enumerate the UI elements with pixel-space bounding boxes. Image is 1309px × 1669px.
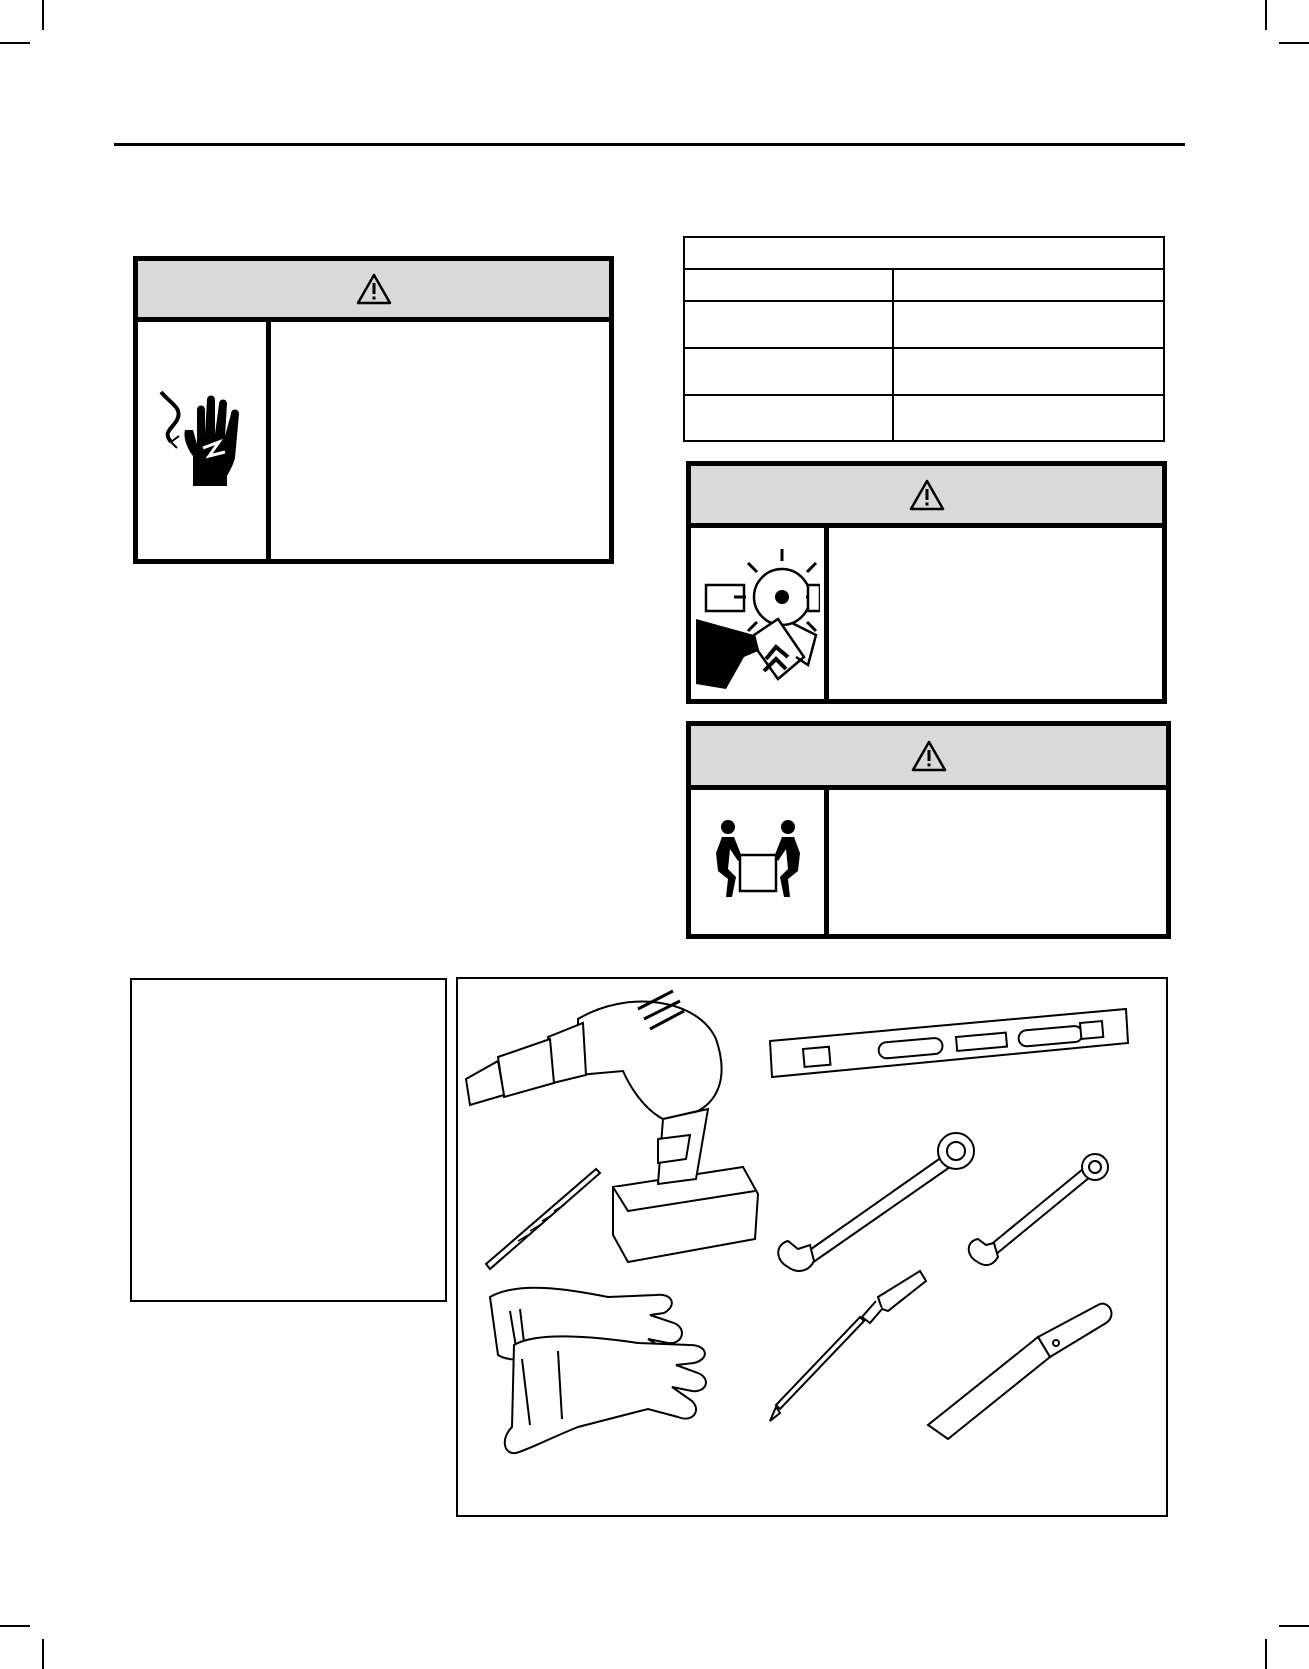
drill-bit-icon <box>486 1169 600 1269</box>
warning-header <box>138 261 609 322</box>
spec-table <box>683 236 1165 442</box>
crop-mark <box>42 1639 44 1669</box>
crop-mark <box>0 42 30 44</box>
crop-mark <box>1265 1639 1267 1669</box>
crop-mark <box>42 0 44 30</box>
two-person-lift-icon <box>708 817 808 907</box>
notes-box <box>130 978 447 1302</box>
warning-icon-cell <box>691 528 829 699</box>
warning-box-heavy-lift <box>686 721 1171 939</box>
spirit-level-icon <box>770 1009 1128 1077</box>
work-gloves-icon <box>490 1288 706 1453</box>
notes-text <box>132 980 445 1004</box>
warning-header <box>691 466 1162 528</box>
warning-text <box>829 528 1162 699</box>
warning-icon-cell <box>691 790 829 934</box>
warning-triangle-icon <box>356 273 392 305</box>
gear-entanglement-icon <box>696 539 820 689</box>
warning-box-moving-parts <box>686 461 1167 704</box>
header-rule <box>114 143 1185 146</box>
crop-mark <box>0 1625 30 1627</box>
electric-shock-hand-icon <box>157 386 247 496</box>
tools-illustration <box>456 977 1168 1517</box>
cordless-drill-icon <box>466 991 758 1262</box>
crop-mark <box>1279 42 1309 44</box>
warning-header <box>691 726 1166 790</box>
table-row <box>685 394 1163 396</box>
table-row <box>685 347 1163 349</box>
table-divider <box>892 270 894 440</box>
warning-text <box>829 790 1166 934</box>
putty-knife-icon <box>928 1304 1111 1439</box>
warning-box-electrical <box>133 256 614 564</box>
table-row <box>685 268 1163 270</box>
warning-triangle-icon <box>911 740 947 772</box>
combination-wrench-icon <box>778 1133 974 1271</box>
table-row <box>685 300 1163 302</box>
small-wrench-icon <box>969 1154 1108 1265</box>
warning-triangle-icon <box>909 479 945 511</box>
warning-text <box>271 322 609 559</box>
screwdriver-icon <box>770 1271 926 1421</box>
crop-mark <box>1265 0 1267 30</box>
crop-mark <box>1279 1625 1309 1627</box>
warning-icon-cell <box>138 322 271 559</box>
